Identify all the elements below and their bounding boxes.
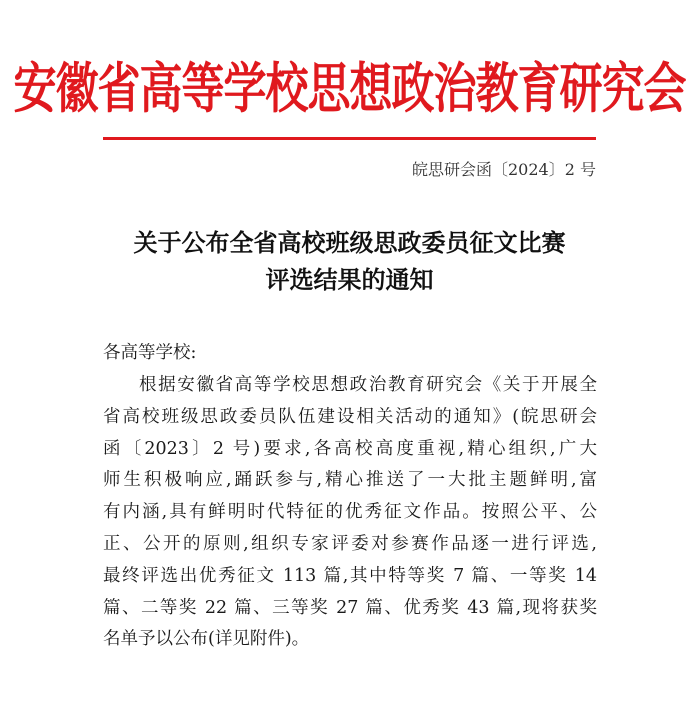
body-line: 省高校班级思政委员队伍建设相关活动的通知》(皖思研会 xyxy=(103,406,597,427)
letterhead-red-rule xyxy=(103,137,596,140)
notice-title-line-1: 关于公布全省高校班级思政委员征文比赛 xyxy=(133,228,566,257)
body-line: 有内涵,具有鲜明时代特征的优秀征文作品。按照公平、公 xyxy=(103,502,597,523)
body-line: 名单予以公布(详见附件)。 xyxy=(103,629,310,650)
body-line: 最终评选出优秀征文 113 篇,其中特等奖 7 篇、一等奖 14 xyxy=(103,565,597,586)
body-line: 师生积极响应,踊跃参与,精心推送了一大批主题鲜明,富 xyxy=(103,470,597,491)
body-line: 根据安徽省高等学校思想政治教育研究会《关于开展全 xyxy=(139,375,597,395)
notice-title-line-2: 评选结果的通知 xyxy=(265,265,434,294)
salutation: 各高等学校: xyxy=(103,343,197,363)
body-line: 正、公开的原则,组织专家评委对参赛作品逐一进行评选, xyxy=(103,533,597,554)
letterhead-organization-name: 安徽省高等学校思想政治教育研究会 xyxy=(13,58,686,121)
body-paragraph xyxy=(103,370,597,656)
body-line: 篇、二等奖 22 篇、三等奖 27 篇、优秀奖 43 篇,现将获奖 xyxy=(103,597,597,618)
document-number: 皖思研会函〔2024〕2 号 xyxy=(412,160,596,179)
body-line: 函〔2023〕2 号)要求,各高校高度重视,精心组织,广大 xyxy=(103,438,597,459)
notice-title xyxy=(0,224,699,298)
